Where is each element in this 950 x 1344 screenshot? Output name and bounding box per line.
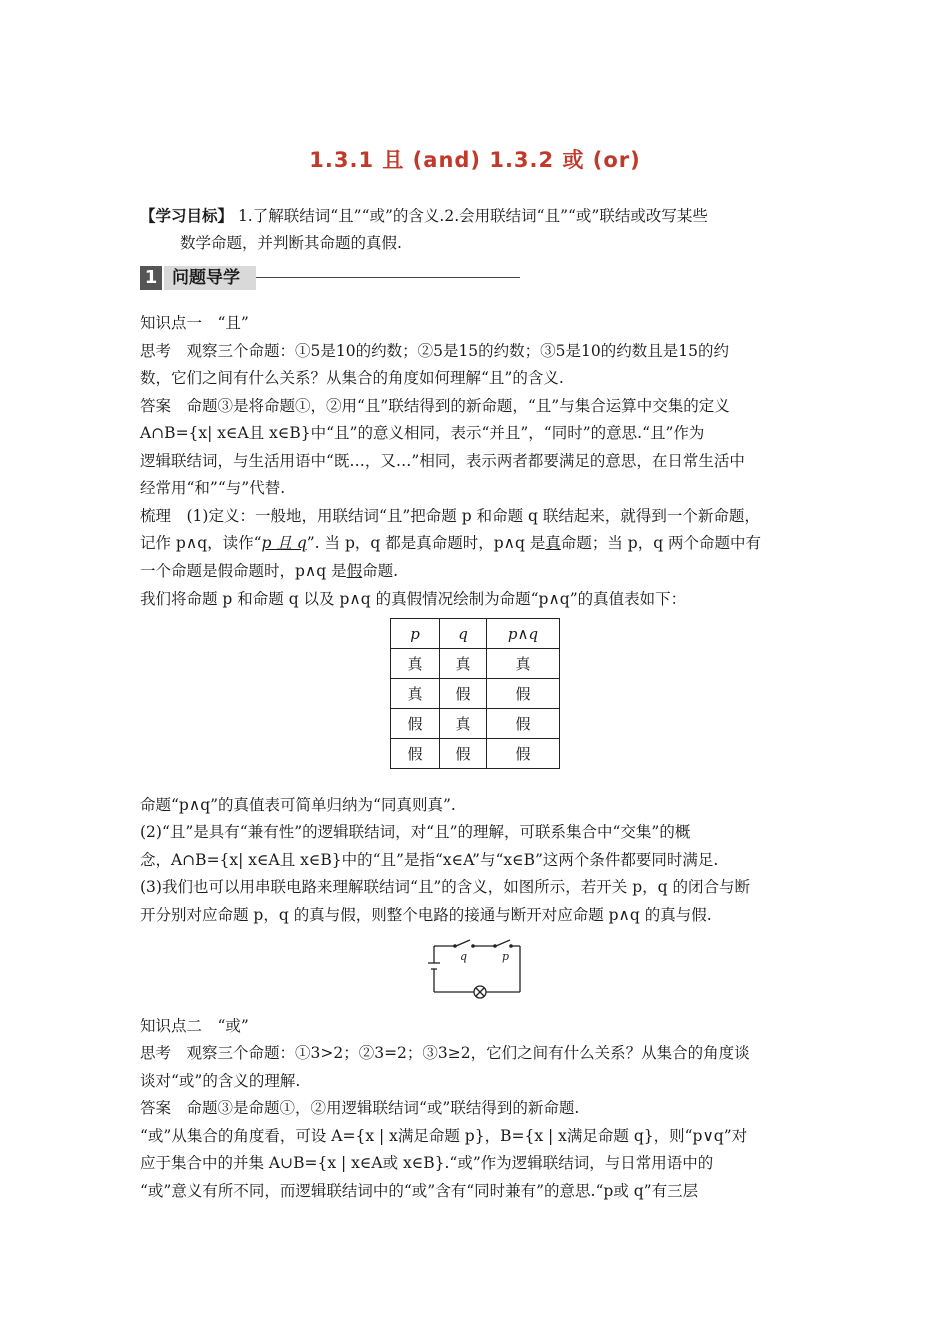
- header-q: q: [440, 619, 487, 649]
- table-cell: 真: [391, 649, 440, 679]
- summary-2-reading: p 且 q: [261, 534, 307, 552]
- table-cell: 假: [440, 739, 487, 769]
- learning-goal-text-1: 1.了解联结词“且”“或”的含义.2.会用联结词“且”“或”联结或改写某些: [233, 207, 708, 225]
- summary-2-part-c: 命题；当 p，q 两个命题中有: [560, 534, 762, 552]
- section-header: [140, 266, 525, 290]
- kp1-heading: 知识点一 “且”: [140, 314, 249, 332]
- table-row: [391, 739, 560, 769]
- table-cell: 假: [391, 739, 440, 769]
- section-title: 问题导学: [164, 266, 256, 290]
- truth-table-header: [391, 619, 560, 649]
- table-cell: 假: [440, 679, 487, 709]
- kp2-heading: 知识点二 “或”: [140, 1017, 249, 1035]
- series-circuit-diagram: [426, 936, 526, 1000]
- table-cell: 假: [391, 709, 440, 739]
- summary-3-part-b: 命题.: [362, 562, 399, 580]
- table-row: [391, 649, 560, 679]
- kp1-summary-3: [140, 561, 820, 581]
- kp1-table-intro: 我们将命题 p 和命题 q 以及 p∧q 的真假情况绘制为命题“p∧q”的真值表如下：: [140, 590, 687, 608]
- kp1-answer-2: A∩B={x| x∈A且 x∈B}中“且”的意义相同，表示“并且”，“同时”的意思.“且”作为: [140, 424, 705, 442]
- learning-goal-label: 【学习目标】: [140, 207, 234, 225]
- header-p-and-q: p∧q: [487, 619, 560, 649]
- section-rule: [256, 277, 520, 278]
- kp2-think-1: 思考 观察三个命题：①3>2；②3=2；③3≥2，它们之间有什么关系？从集合的角度谈: [140, 1044, 750, 1062]
- table-cell: 真: [487, 649, 560, 679]
- switch-q-label: q: [460, 950, 468, 963]
- kp1-answer-4: 经常用“和”“与”代替.: [140, 479, 286, 497]
- switch-p-icon: [496, 940, 510, 946]
- table-cell: 假: [487, 739, 560, 769]
- summary-2-part-a: 记作 p∧q，读作“: [140, 534, 262, 552]
- header-p: p: [391, 619, 440, 649]
- table-cell: 假: [487, 679, 560, 709]
- kp1-summary-2: [140, 533, 820, 553]
- learning-goal-line-1: [140, 206, 820, 226]
- truth-table: [390, 618, 560, 769]
- kp1-answer-3: 逻辑联结词，与生活用语中“既…，又…”相同，表示两者都要满足的意思，在日常生活中: [140, 452, 745, 470]
- kp1-after-2: (2)“且”是具有“兼有性”的逻辑联结词，对“且”的理解，可联系集合中“交集”的概: [140, 823, 691, 841]
- kp2-answer-2: “或”从集合的角度看，可设 A={x | x满足命题 p}，B={x | x满足命题 q}，则“p∨q”对: [140, 1127, 748, 1145]
- kp2-answer-1: 答案 命题③是命题①，②用逻辑联结词“或”联结得到的新命题.: [140, 1099, 580, 1117]
- table-cell: 真: [440, 649, 487, 679]
- kp2-answer-4: “或”意义有所不同，而逻辑联结词中的“或”含有“同时兼有”的意思.“p或 q”有三层: [140, 1182, 699, 1200]
- table-cell: 真: [391, 679, 440, 709]
- page-title: 1.3.1 且 (and) 1.3.2 或 (or): [309, 148, 641, 172]
- kp1-after-1: 命题“p∧q”的真值表可简单归纳为“同真则真”.: [140, 796, 456, 814]
- table-cell: 假: [487, 709, 560, 739]
- learning-goal-line-2: 数学命题，并判断其命题的真假.: [180, 234, 402, 252]
- summary-3-false: 假: [346, 562, 363, 580]
- kp1-answer-1: 答案 命题③是将命题①，②用“且”联结得到的新命题，“且”与集合运算中交集的定义: [140, 397, 730, 415]
- summary-2-part-b: ”. 当 p，q 都是真命题时，p∧q 是: [306, 534, 546, 552]
- summary-3-part-a: 一个命题是假命题时，p∧q 是: [140, 562, 347, 580]
- table-row: [391, 679, 560, 709]
- kp1-summary-1: 梳理 (1)定义：一般地，用联结词“且”把命题 p 和命题 q 联结起来，就得到一个新命题，: [140, 507, 760, 525]
- kp1-after-5: 开分别对应命题 p，q 的真与假，则整个电路的接通与断开对应命题 p∧q 的真与假.: [140, 906, 712, 924]
- switch-p-label: p: [502, 950, 510, 963]
- kp2-answer-3: 应于集合中的并集 A∪B={x | x∈A或 x∈B}.“或”作为逻辑联结词，与日常用语中的: [140, 1154, 714, 1172]
- kp2-think-2: 谈对“或”的含义的理解.: [140, 1072, 301, 1090]
- kp1-think-2: 数，它们之间有什么关系？从集合的角度如何理解“且”的含义.: [140, 369, 564, 387]
- summary-2-true: 真: [545, 534, 561, 552]
- switch-q-icon: [456, 940, 470, 946]
- table-row: [391, 709, 560, 739]
- table-cell: 真: [440, 709, 487, 739]
- kp1-after-4: (3)我们也可以用串联电路来理解联结词“且”的含义，如图所示，若开关 p，q 的闭合与断: [140, 878, 751, 896]
- kp1-think-1: 思考 观察三个命题：①5是10的约数；②5是15的约数；③5是10的约数且是15的约: [140, 342, 729, 360]
- section-number: 1: [140, 266, 162, 290]
- kp1-after-3: 念，A∩B={x| x∈A且 x∈B}中的“且”是指“x∈A”与“x∈B”这两个条件都要同时满足.: [140, 851, 719, 869]
